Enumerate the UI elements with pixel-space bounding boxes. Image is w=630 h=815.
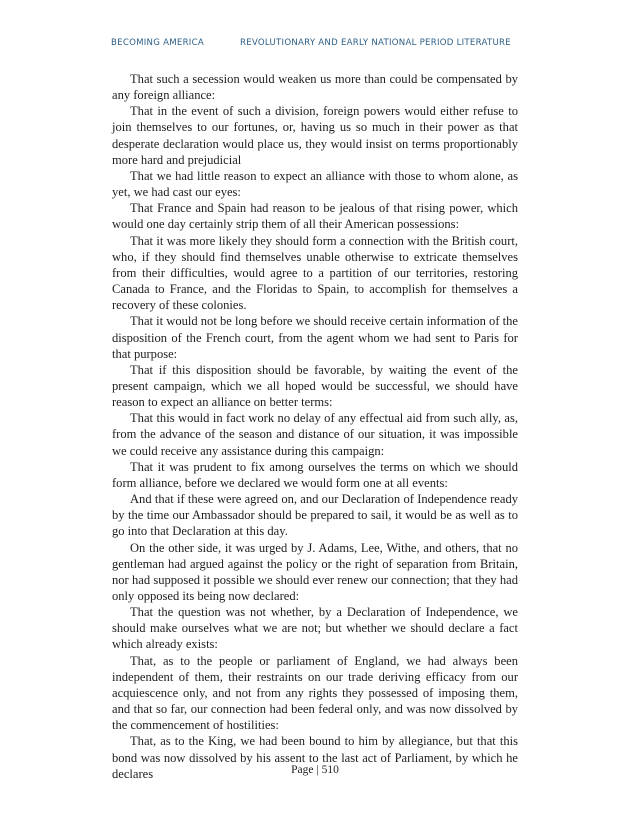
paragraph: That, as to the people or parliament of England, we had always been independent of them, their restraints on our trade deriving efficacy from our acquiescence only, and not from any rights they possessed of imposing them, and that so far, our connection had been federal only, and was now dissolved by the commencement of hostilities: [112, 653, 518, 733]
paragraph: That it would not be long before we should receive certain information of the disposition of the French court, from the agent whom we had sent to Paris for that purpose: [112, 314, 518, 361]
paragraph: That France and Spain had reason to be jealous of that rising power, which would one day certainly strip them of all their American possessions: [112, 201, 518, 232]
paragraph: That such a secession would weaken us more than could be compensated by any foreign alliance: [112, 72, 518, 103]
paragraph: That it was more likely they should form a connection with the British court, who, if they should find themselves unable otherwise to extricate themselves from their difficulties, would agree to a partition of our territories, restoring Canada to France, and the Floridas to Spain, to accomplish for themselves a recovery of these colonies. [112, 233, 518, 313]
paragraph: And that if these were agreed on, and our Declaration of Independence ready by the time our Ambassador should be prepared to sail, it would be as well as to go into that Declaration at this day. [112, 492, 518, 539]
paragraph: That this would in fact work no delay of any effectual aid from such ally, as, from the advance of the season and distance of our situation, it was impossible we could receive any assistance during this campaign: [112, 411, 518, 458]
paragraph: That the question was not whether, by a Declaration of Independence, we should make ourselves what we are not; but whether we should declare a fact which already exists: [112, 605, 518, 652]
section-title: REVOLUTIONARY AND EARLY NATIONAL PERIOD LITERATURE [240, 38, 511, 48]
series-title: BECOMING AMERICA [111, 38, 204, 48]
running-header [111, 38, 531, 48]
page-number: Page | 510 [291, 764, 339, 776]
body-text [112, 71, 518, 782]
paragraph: That if this disposition should be favorable, by waiting the event of the present campaign, which we all hoped would be successful, we should have reason to expect an alliance on better terms: [112, 362, 518, 410]
paragraph: That in the event of such a division, foreign powers would either refuse to join themselves to our fortunes, or, having us so much in their power as that desperate declaration would place us, they would insist on terms proportionably more hard and prejudicial [112, 104, 518, 167]
paragraph: That, as to the King, we had been bound to him by allegiance, but that this bond was now dissolved by his assent to the last act of Parliament, by which he declares [112, 734, 518, 781]
paragraph: That we had little reason to expect an alliance with those to whom alone, as yet, we had cast our eyes: [112, 168, 518, 200]
paragraph: That it was prudent to fix among ourselves the terms on which we should form alliance, before we declared we would form one at all events: [112, 459, 518, 490]
paragraph: On the other side, it was urged by J. Adams, Lee, Withe, and others, that no gentleman had argued against the policy or the right of separation from Britain, nor had supposed it possible we should ever renew our connection; that they had only opposed its being now declared: [112, 540, 518, 603]
